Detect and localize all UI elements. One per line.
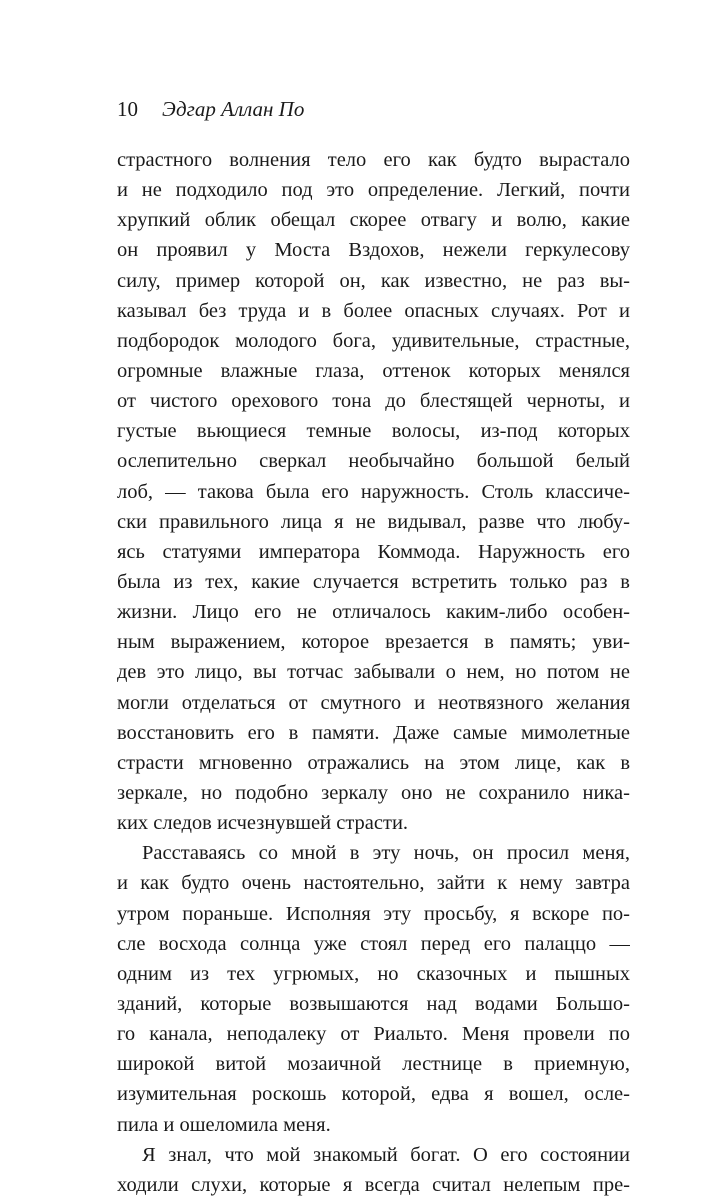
running-head — [117, 94, 304, 124]
text-line: широкой витой мозаичной лестнице в приемную, — [117, 1053, 630, 1076]
text-line: ски правильного лица я не видывал, разве что любу- — [117, 510, 630, 533]
text-line: ясь статуями императора Коммода. Наружность его — [117, 540, 630, 563]
paragraph — [117, 838, 630, 1139]
text-line: Я знал, что мой знакомый богат. О его состоянии — [142, 1143, 630, 1166]
text-line: и как будто очень настоятельно, зайти к нему завтра — [117, 872, 630, 895]
text-line: ослепительно сверкал необычайно большой белый — [117, 450, 630, 473]
text-line: страстного волнения тело его как будто вырастало — [117, 149, 630, 171]
running-title: Эдгар Аллан По — [162, 97, 305, 121]
body-text — [117, 145, 630, 1200]
text-line: сле восхода солнца уже стоял перед его палаццо — — [117, 932, 630, 955]
text-line: он проявил у Моста Вздохов, нежели геркулесову — [117, 239, 630, 262]
text-line: от чистого орехового тона до блестящей черноты, и — [117, 390, 630, 413]
text-line: хрупкий облик обещал скорее отвагу и волю, какие — [117, 209, 630, 232]
text-line: дев это лицо, вы тотчас забывали о нем, но потом не — [117, 661, 630, 684]
text-line: утром пораньше. Исполняя эту просьбу, я вскоре по- — [117, 902, 630, 925]
text-line: одним из тех угрюмых, но сказочных и пышных — [117, 962, 630, 985]
text-line: ких следов исчезнувшей страсти. — [117, 812, 409, 835]
text-line: Расставаясь со мной в эту ночь, он просил меня, — [142, 842, 630, 865]
text-line: го канала, неподалеку от Риальто. Меня провели по — [117, 1023, 630, 1046]
text-line: силу, пример которой он, как известно, не раз вы- — [117, 269, 630, 292]
text-line: ходили слухи, которые я всегда считал нелепым пре- — [117, 1173, 630, 1196]
text-line: изумительная роскошь которой, едва я вошел, осле- — [117, 1083, 630, 1106]
text-line: огромные влажные глаза, оттенок которых менялся — [117, 359, 630, 382]
text-line: зеркале, но подобно зеркалу оно не сохранило ника- — [117, 781, 630, 804]
text-line: была из тех, какие случается встретить только раз в — [117, 570, 630, 593]
text-line: пила и ошеломила меня. — [117, 1113, 331, 1136]
paragraph — [117, 145, 630, 838]
page-number: 10 — [117, 97, 138, 121]
text-line: ным выражением, которое врезается в память; уви- — [117, 631, 630, 654]
text-line: могли отделаться от смутного и неотвязного желания — [117, 691, 630, 714]
text-line: казывал без труда и в более опасных случаях. Рот и — [117, 299, 630, 322]
text-line: густые вьющиеся темные волосы, из-под которых — [117, 420, 630, 443]
paragraph — [117, 1140, 630, 1200]
text-line: и не подходило под это определение. Легкий, почти — [117, 179, 630, 202]
text-line: жизни. Лицо его не отличалось каким-либо особен- — [117, 601, 630, 624]
text-line: подбородок молодого бога, удивительные, страстные, — [117, 329, 630, 352]
text-line: лоб, — такова была его наружность. Столь классиче- — [117, 480, 630, 503]
text-line: зданий, которые возвышаются над водами Большо- — [117, 992, 630, 1015]
text-line: восстановить его в памяти. Даже самые мимолетные — [117, 721, 630, 744]
text-line: страсти мгновенно отражались на этом лице, как в — [117, 751, 630, 774]
